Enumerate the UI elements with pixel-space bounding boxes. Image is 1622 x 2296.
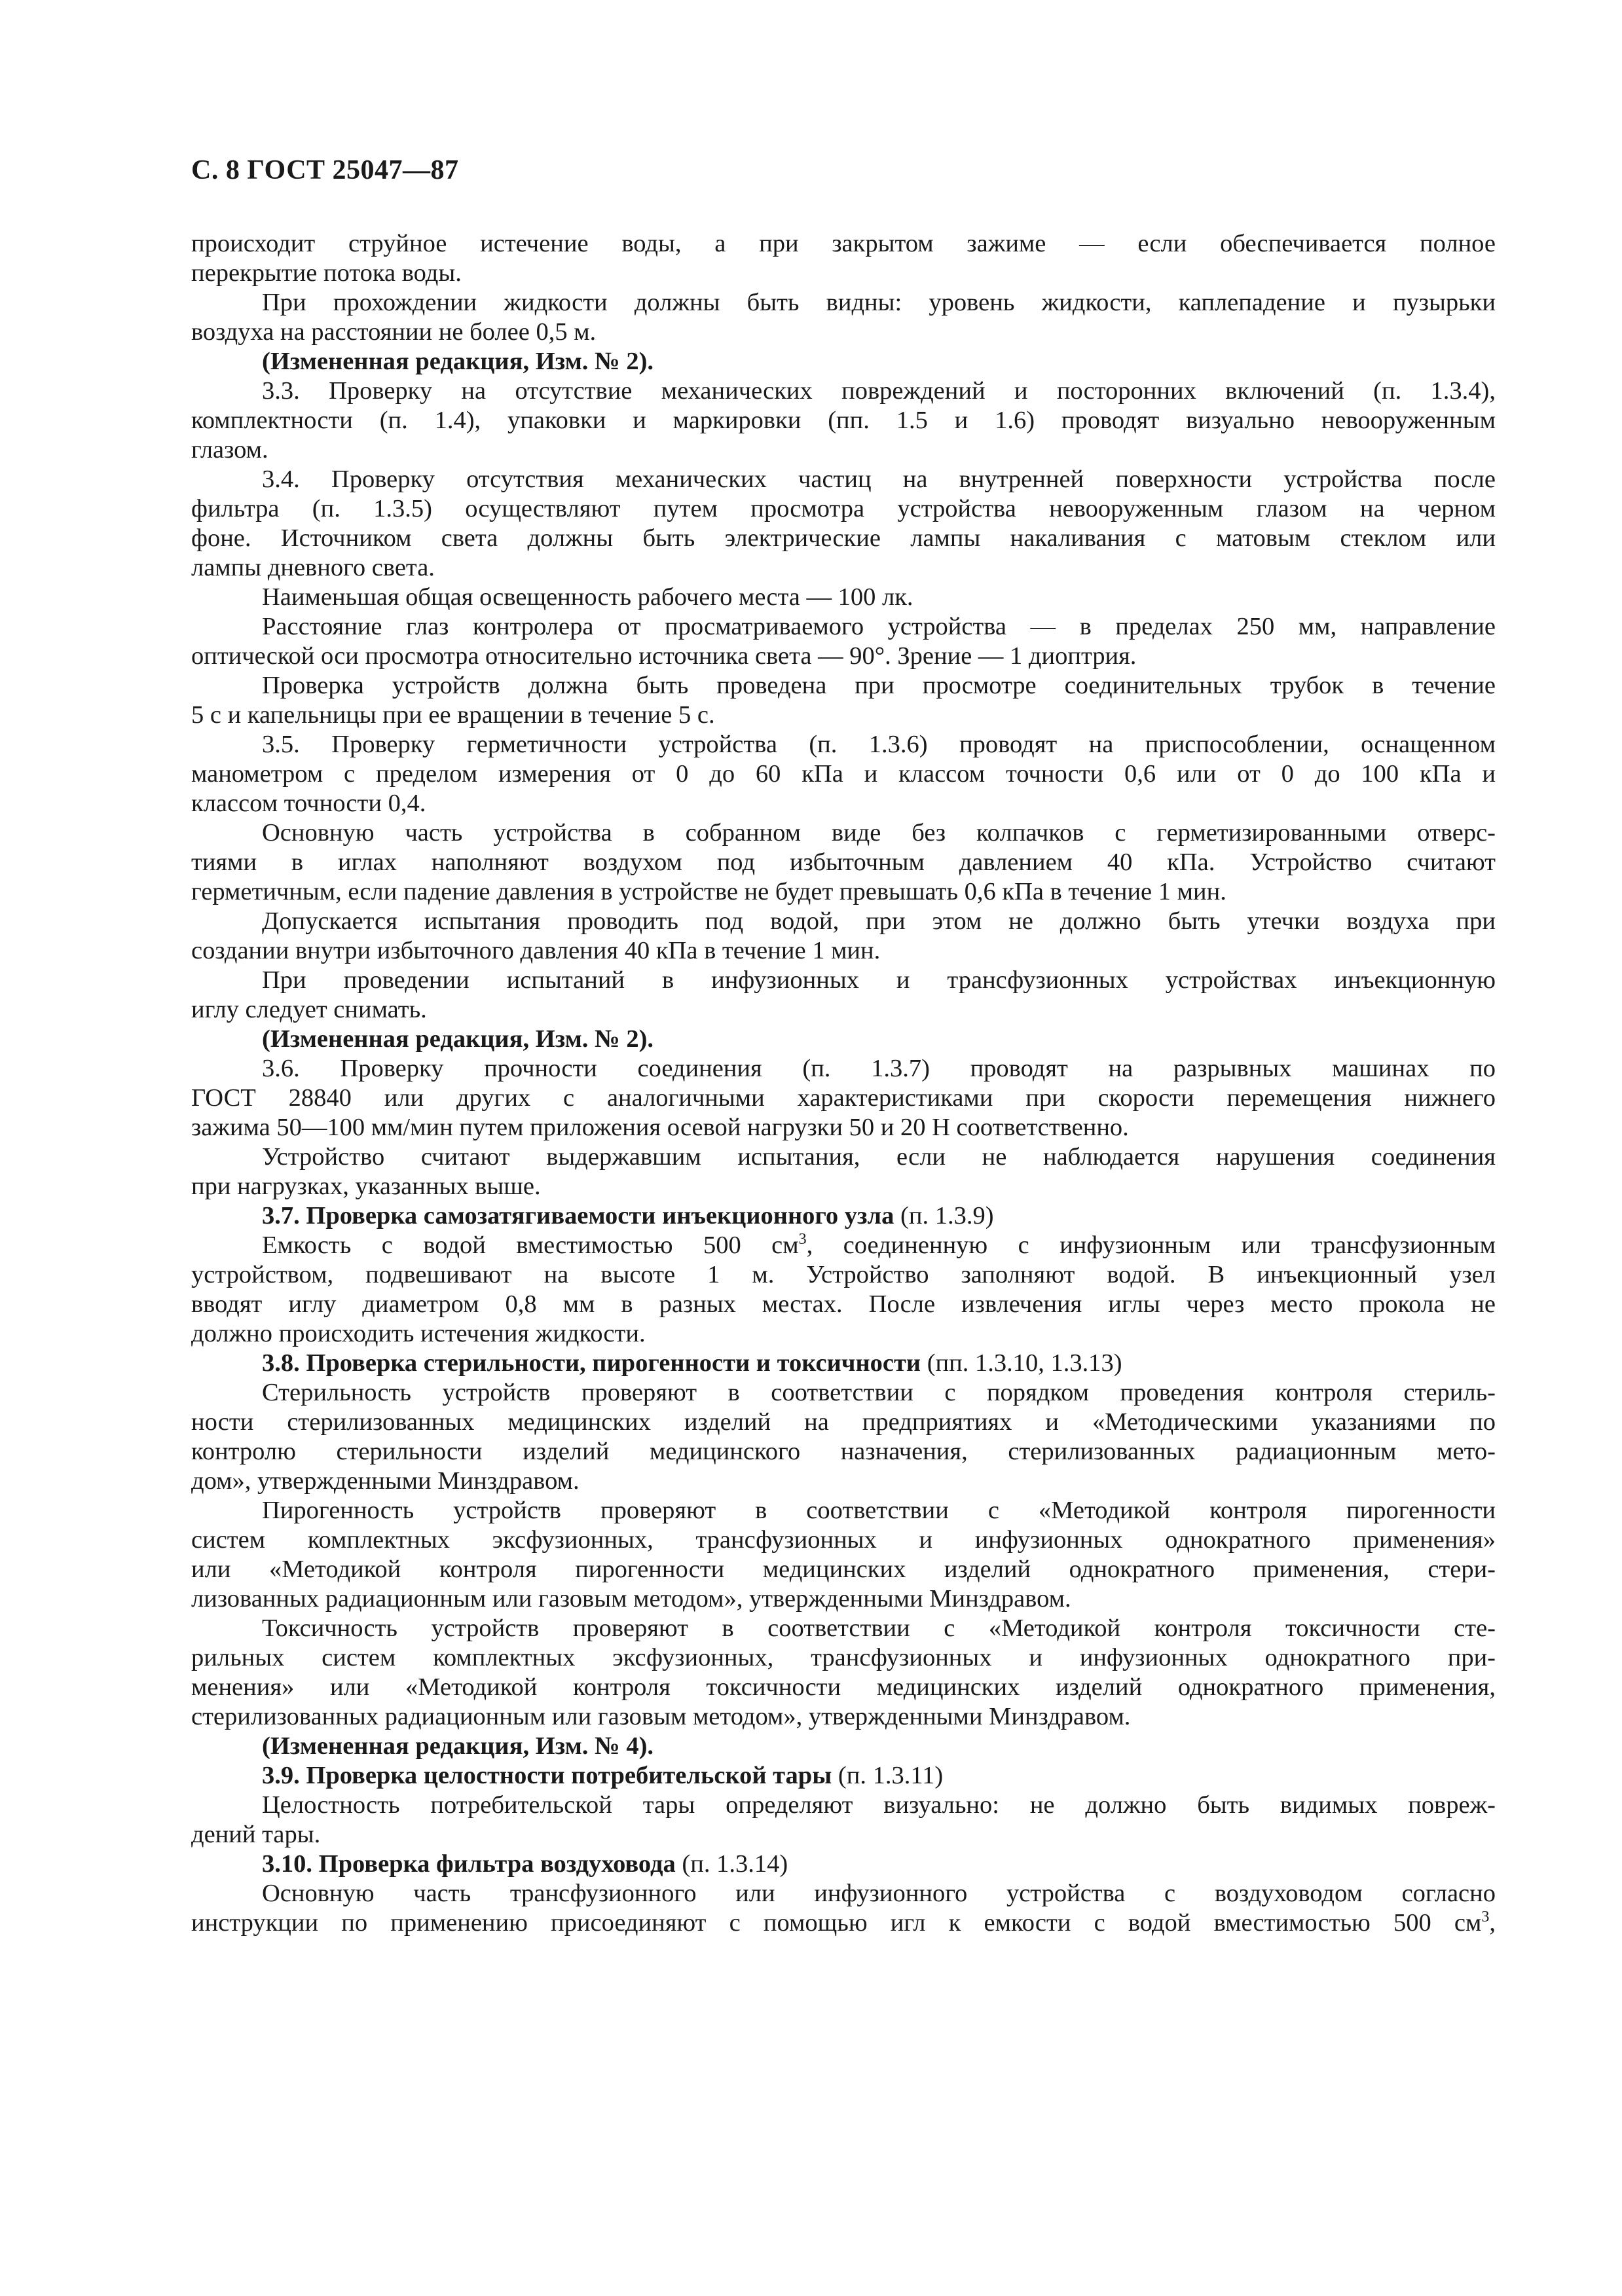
document-body <box>191 229 1496 1938</box>
text-line: При проведении испытаний в инфузионных и трансфузионных устройствах инъекционную <box>262 966 1496 994</box>
text-line: При прохождении жидкости должны быть видны: уровень жидкости, каплепадение и пузырьки <box>262 289 1496 316</box>
text-line: лизованных радиационным или газовым методом», утвержденными Минздравом. <box>191 1585 1071 1613</box>
text-line: стерилизованных радиационным или газовым методом», утвержденными Минздравом. <box>191 1703 1131 1730</box>
section-heading-ref: (пп. 1.3.10, 1.3.13) <box>921 1349 1122 1377</box>
text-line: вводят иглу диаметром 0,8 мм в разных местах. После извлечения иглы через место прокола не <box>191 1290 1496 1318</box>
text-line: систем комплектных эксфузионных, трансфузионных и инфузионных однократного применения» <box>191 1526 1496 1554</box>
text-line: дений тары. <box>191 1821 321 1848</box>
text-line: Наименьшая общая освещенность рабочего места — 100 лк. <box>262 583 913 611</box>
text-line: Проверка устройств должна быть проведена при просмотре соединительных трубок в течение <box>262 672 1496 699</box>
amendment-note <box>191 347 1496 376</box>
page-header: С. 8 ГОСТ 25047—87 <box>191 155 459 185</box>
text-line: фильтра (п. 1.3.5) осуществляют путем просмотра устройства невооруженным глазом на черном <box>191 495 1496 522</box>
text-line <box>191 1231 1496 1260</box>
text-fragment: , <box>1489 1909 1496 1937</box>
text-line: устройством, подвешивают на высоте 1 м. Устройство заполняют водой. В инъекционный узел <box>191 1261 1496 1288</box>
text-line: 3.5. Проверку герметичности устройства (п. 1.3.6) проводят на приспособлении, оснащенном <box>262 731 1496 758</box>
text-fragment: инструкции по применению присоединяют с помощью игл к емкости с водой вместимостью 500 см <box>191 1909 1482 1937</box>
text-line: или «Методикой контроля пирогенности медицинских изделий однократного применения, стери- <box>191 1556 1496 1583</box>
text-line: происходит струйное истечение воды, а при закрытом зажиме — если обеспечивается полное <box>191 230 1496 257</box>
section-heading <box>191 1201 1496 1231</box>
superscript: 3 <box>798 1231 807 1248</box>
text-line: контролю стерильности изделий медицинского назначения, стерилизованных радиационным мето- <box>191 1438 1496 1465</box>
section-heading-title: 3.8. Проверка стерильности, пирогенности и токсичности <box>262 1349 921 1377</box>
section-heading-title: 3.10. Проверка фильтра воздуховода <box>262 1850 676 1878</box>
text-line: фоне. Источником света должны быть электрические лампы накаливания с матовым стеклом или <box>191 524 1496 552</box>
text-line: Токсичность устройств проверяют в соответствии с «Методикой контроля токсичности сте- <box>262 1614 1496 1642</box>
text-line: должно происходить истечения жидкости. <box>191 1320 646 1347</box>
amendment-note <box>191 1732 1496 1761</box>
text-line: 3.3. Проверку на отсутствие механических повреждений и посторонних включений (п. 1.3.4), <box>262 377 1496 405</box>
text-line: Целостность потребительской тары определяют визуально: не должно быть видимых повреж- <box>262 1791 1496 1819</box>
section-heading-ref: (п. 1.3.14) <box>675 1850 788 1878</box>
amendment-note-text: (Измененная редакция, Изм. № 2). <box>262 348 654 375</box>
amendment-note-text: (Измененная редакция, Изм. № 2). <box>262 1025 654 1053</box>
text-line: 3.6. Проверку прочности соединения (п. 1.3.7) проводят на разрывных машинах по <box>262 1055 1496 1082</box>
section-heading-ref: (п. 1.3.11) <box>832 1762 944 1789</box>
text-fragment: , соединенную с инфузионным или трансфузионным <box>806 1231 1496 1259</box>
text-line: Расстояние глаз контролера от просматриваемого устройства — в пределах 250 мм, направление <box>262 613 1496 640</box>
text-line: иглу следует снимать. <box>191 996 427 1023</box>
text-line: ности стерилизованных медицинских изделий на предприятиях и «Методическими указаниями по <box>191 1408 1496 1436</box>
text-line: 5 с и капельницы при ее вращении в течение 5 с. <box>191 701 715 729</box>
text-line: Пирогенность устройств проверяют в соответствии с «Методикой контроля пирогенности <box>262 1497 1496 1524</box>
text-line: зажима 50—100 мм/мин путем приложения осевой нагрузки 50 и 20 Н соответственно. <box>191 1114 1129 1141</box>
text-line: Устройство считают выдержавшим испытания, если не наблюдается нарушения соединения <box>262 1143 1496 1171</box>
text-line: глазом. <box>191 436 268 464</box>
section-heading-title: 3.9. Проверка целостности потребительской тары <box>262 1762 832 1789</box>
text-line <box>191 1908 1496 1938</box>
text-line: воздуха на расстоянии не более 0,5 м. <box>191 318 597 346</box>
text-line: дом», утвержденными Минздравом. <box>191 1467 580 1495</box>
section-heading <box>191 1349 1496 1378</box>
text-line: комплектности (п. 1.4), упаковки и маркировки (пп. 1.5 и 1.6) проводят визуально невооруженным <box>191 407 1496 434</box>
text-line: при нагрузках, указанных выше. <box>191 1173 541 1200</box>
text-line: перекрытие потока воды. <box>191 259 462 287</box>
section-heading-title: 3.7. Проверка самозатягиваемости инъекционного узла <box>262 1202 894 1230</box>
text-line: Стерильность устройств проверяют в соответствии с порядком проведения контроля стериль- <box>262 1379 1496 1406</box>
section-heading <box>191 1761 1496 1791</box>
text-line: 3.4. Проверку отсутствия механических частиц на внутренней поверхности устройства после <box>262 465 1496 493</box>
superscript: 3 <box>1481 1908 1490 1925</box>
section-heading <box>191 1850 1496 1879</box>
text-line: Основную часть трансфузионного или инфузионного устройства с воздуховодом согласно <box>262 1880 1496 1907</box>
text-line: лампы дневного света. <box>191 554 435 581</box>
text-fragment: Емкость с водой вместимостью 500 см <box>262 1231 799 1259</box>
text-line: герметичным, если падение давления в устройстве не будет превышать 0,6 кПа в течение 1 мин. <box>191 878 1226 905</box>
paragraph <box>191 229 1496 1938</box>
text-line: оптической оси просмотра относительно источника света — 90°. Зрение — 1 диоптрия. <box>191 642 1137 670</box>
text-line: Допускается испытания проводить под водой, при этом не должно быть утечки воздуха при <box>262 907 1496 935</box>
section-heading-ref: (п. 1.3.9) <box>894 1202 994 1230</box>
text-line: ГОСТ 28840 или других с аналогичными характеристиками при скорости перемещения нижнего <box>191 1084 1496 1112</box>
amendment-note <box>191 1025 1496 1054</box>
text-line: менения» или «Методикой контроля токсичности медицинских изделий однократного применения, <box>191 1673 1496 1701</box>
text-line: тиями в иглах наполняют воздухом под избыточным давлением 40 кПа. Устройство считают <box>191 848 1496 876</box>
text-line: создании внутри избыточного давления 40 кПа в течение 1 мин. <box>191 937 881 964</box>
amendment-note-text: (Измененная редакция, Изм. № 4). <box>262 1732 654 1760</box>
text-line: манометром с пределом измерения от 0 до 60 кПа и классом точности 0,6 или от 0 до 100 кПа и <box>191 760 1496 788</box>
text-line: Основную часть устройства в собранном виде без колпачков с герметизированными отверс- <box>262 819 1496 847</box>
text-line: рильных систем комплектных эксфузионных, трансфузионных и инфузионных однократного при- <box>191 1644 1496 1671</box>
text-line: классом точности 0,4. <box>191 790 426 817</box>
